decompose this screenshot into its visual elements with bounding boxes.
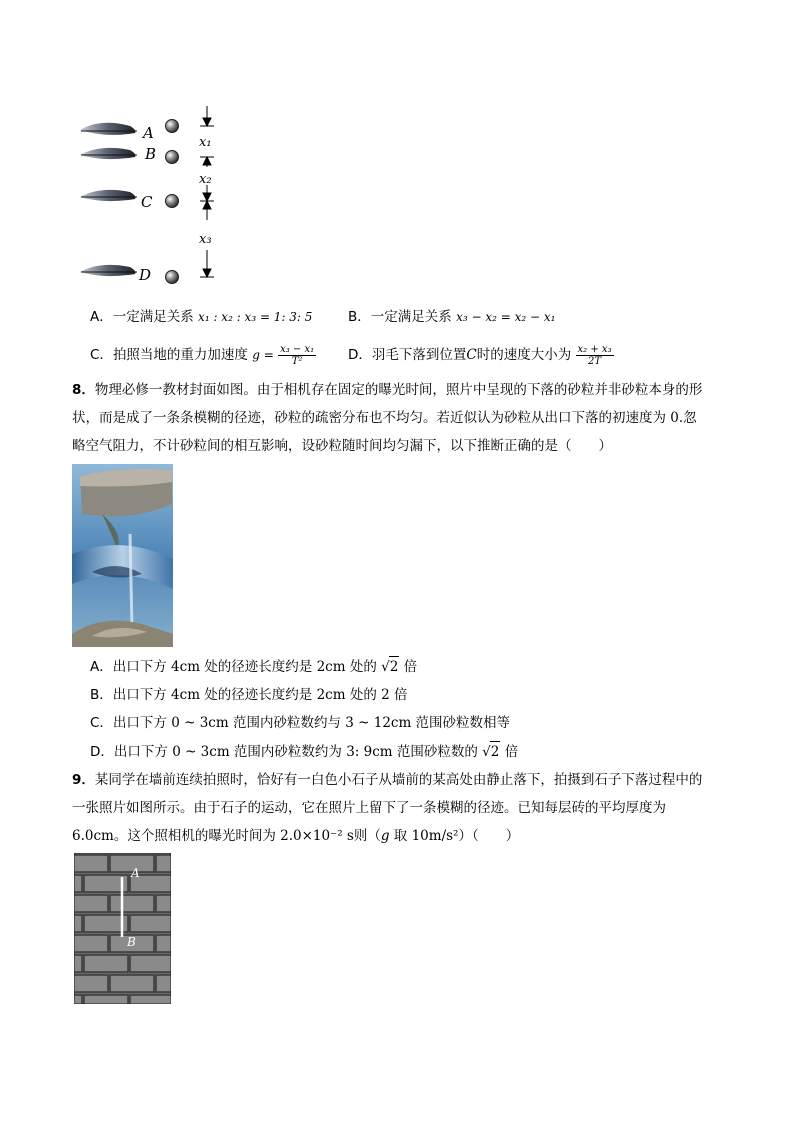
q7-option-d[interactable]: D．羽毛下落到位置C时的速度大小为 $\frac{\text{x₂ + x₃}}{2T}$ (348, 344, 612, 367)
x1-label: x₁ (199, 135, 212, 150)
q8-option-a[interactable]: A．出口下方 4cm 处的径迹长度约是 2cm 处的 √2 倍 (90, 656, 417, 677)
ball-b (166, 151, 179, 164)
q8-option-b[interactable]: B．出口下方 4cm 处的径迹长度约是 2cm 处的 2 倍 (90, 687, 408, 703)
feather-b-icon (80, 148, 137, 159)
streak-top-label: A (131, 866, 140, 880)
ball-d (166, 271, 179, 284)
ball-a (166, 120, 179, 133)
q8-option-d[interactable]: D．出口下方 0 ~ 3cm 范围内砂粒数约为 3: 9cm 范围砂粒数的 √2 倍 (90, 741, 518, 762)
ball-c (166, 195, 179, 208)
point-a-label: A (143, 124, 154, 142)
point-b-label: B (145, 145, 157, 163)
streak-bottom-label: B (127, 935, 136, 949)
x2-label: x₂ (199, 172, 212, 187)
feather-a-icon (80, 123, 137, 135)
x3-label: x₃ (199, 232, 212, 247)
q8-option-c[interactable]: C．出口下方 0 ~ 3cm 范围内砂粒数约与 3 ~ 12cm 范围砂粒数相等 (90, 715, 511, 731)
feather-d-icon (80, 265, 137, 276)
q8-hourglass-photo (72, 464, 173, 647)
q7-option-b[interactable]: B．一定满足关系 x₃ − x₂ = x₂ − x₁ (348, 309, 556, 325)
q7-c-fraction: $\frac{\text{x₃ − x₁}}{\text{T²}}$ (280, 344, 315, 367)
q7-option-c[interactable]: C．拍照当地的重力加速度 g = $\frac{\text{x₃ − x₁}}{\text{T²}}$ (90, 344, 315, 367)
point-c-label: C (141, 193, 153, 211)
q8-number: 8． (72, 382, 95, 398)
q9-number: 9． (72, 772, 95, 788)
q8-stem: 8．物理必修一教材封面如图。由于相机存在固定的曝光时间，照片中呈现的下落的砂粒并非砂粒本身的形 状，而是成了一条条模糊的径迹，砂粒的疏密分布也不均匀。若近似认为砂粒从出口下落的初速度为 0.忽 略空气阻力，不计砂粒间的相互影响，设砂粒随时间均匀漏下，以下推断正确的是（ ） (72, 382, 703, 454)
feather-c-icon (80, 190, 137, 201)
dimension-lines (200, 106, 214, 277)
point-d-label: D (139, 266, 152, 284)
q7-figure (75, 100, 235, 290)
q9-stem: 9．某同学在墙前连续拍照时，恰好有一白色小石子从墙前的某高处由静止落下，拍摄到石子下落过程中的 一张照片如图所示。由于石子的运动，它在照片上留下了一条模糊的径迹。已知每层砖的平均厚度为 6.0cm。这个照相机的曝光时间为 2.0×10⁻² s则（g 取 10m/s²）（ ） (72, 772, 703, 844)
q7-option-a[interactable]: A．一定满足关系 x₁ : x₂ : x₃ = 1: 3: 5 (90, 309, 313, 325)
q9-brick-wall-photo (74, 853, 171, 1004)
q7-d-fraction: $\frac{\text{x₂ + x₃}}{2T}$ (577, 344, 612, 367)
